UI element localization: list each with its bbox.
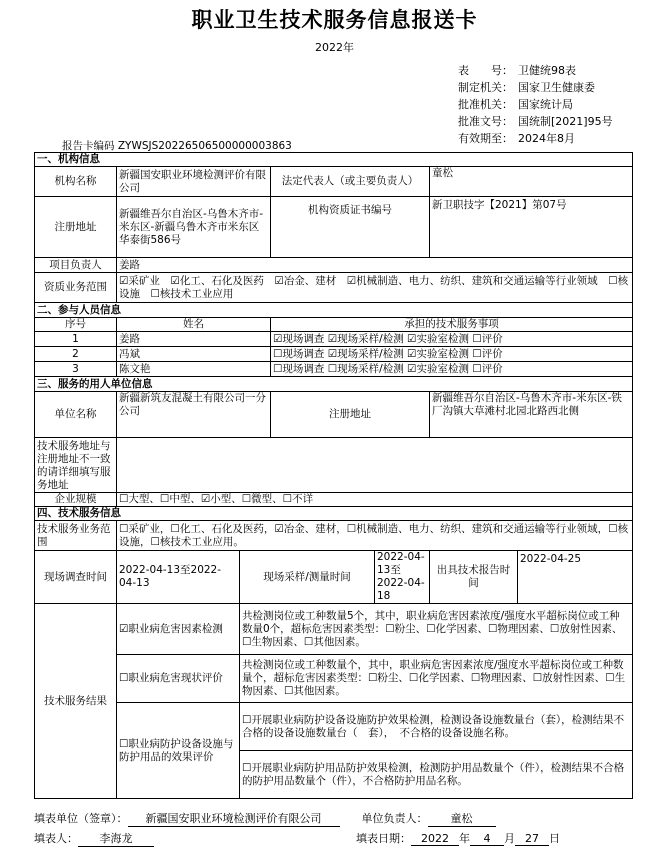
report-time-label: 出具技术报告时间 xyxy=(430,551,518,604)
client-name-value: 新疆新筑友混凝土有限公司一分公司 xyxy=(117,392,271,438)
fill-unit-label: 填表单位（签章）： xyxy=(34,812,128,825)
report-time-value: 2022-04-25 xyxy=(518,551,633,604)
project-leader-label: 项目负责人 xyxy=(35,258,117,273)
meta-value: 国统制[2021]95号 xyxy=(518,115,613,128)
result-status-evaluation-text: 共检测岗位或工种数量个，其中，职业病危害因素浓度/强度水平超标岗位或工种数量个，超标危害因素类型：☐粉尘、☐化学因素、☐物理因素、☐放射性因素、☐生物因素、☐其他因素。 xyxy=(240,655,633,703)
staff-name: 陈文艳 xyxy=(117,362,271,377)
staff-row xyxy=(35,332,633,347)
client-address-value: 新疆维吾尔自治区-乌鲁木齐市-米东区-铁厂沟镇大草滩村北园北路西北侧 xyxy=(430,392,633,438)
meta-key: 表 号： xyxy=(458,64,513,77)
org-address-label: 注册地址 xyxy=(35,197,117,258)
staff-no: 1 xyxy=(35,332,117,347)
meta-value: 国家统计局 xyxy=(518,98,573,111)
report-form-table xyxy=(34,152,633,799)
unit-head-value: 童松 xyxy=(428,810,496,827)
org-address-value: 新疆维吾尔自治区-乌鲁木齐市-米东区-新疆乌鲁木齐市米东区华泰街586号 xyxy=(117,197,271,258)
form-title: 职业卫生技术服务信息报送卡 xyxy=(191,8,478,32)
staff-no: 3 xyxy=(35,362,117,377)
project-leader-value: 姜路 xyxy=(117,258,633,273)
staff-row xyxy=(35,362,633,377)
service-address-value xyxy=(117,438,633,493)
meta-value: 2024年8月 xyxy=(518,132,575,145)
sampling-time-label: 现场采样/测量时间 xyxy=(240,551,375,604)
staff-name: 姜路 xyxy=(117,332,271,347)
qualification-scope-value: ☑采矿业 ☑化工、石化及医药 ☑冶金、建材 ☑机械制造、电力、纺织、建筑和交通运输等行业领域 ☐核设施 ☐核技术工业应用 xyxy=(117,273,633,303)
company-size-value: ☐大型、☐中型、☑小型、☐微型、☐不详 xyxy=(117,493,633,507)
result-protection-evaluation-label: ☐职业病防护设备设施与防护用品的效果评价 xyxy=(117,703,240,799)
meta-key: 制定机关： xyxy=(458,81,513,94)
section-org-title: 一、机构信息 xyxy=(35,153,633,167)
month-unit: 月 xyxy=(504,832,515,845)
company-size-label: 企业规模 xyxy=(35,493,117,507)
fill-date-label: 填表日期： xyxy=(356,832,411,845)
staff-col-task: 承担的技术服务事项 xyxy=(271,318,633,332)
footer-unit-row xyxy=(34,810,496,827)
meta-row xyxy=(458,62,613,79)
survey-time-label: 现场调查时间 xyxy=(35,551,117,604)
meta-key: 有效期至： xyxy=(458,132,513,145)
section-client-title: 三、服务的用人单位信息 xyxy=(35,377,633,392)
unit-head-label: 单位负责人： xyxy=(361,812,428,825)
staff-tasks: ☐现场调查 ☑现场采样/检测 ☑实验室检测 ☐评价 xyxy=(271,347,633,362)
staff-row xyxy=(35,347,633,362)
staff-tasks: ☑现场调查 ☑现场采样/检测 ☑实验室检测 ☐评价 xyxy=(271,332,633,347)
client-name-label: 单位名称 xyxy=(35,392,117,438)
form-year: 2022年 xyxy=(315,41,354,54)
fill-date-day: 27 xyxy=(515,832,549,846)
service-address-label: 技术服务地址与注册地址不一致的请详细填写服务地址 xyxy=(35,438,117,493)
filler-value: 李海龙 xyxy=(78,830,154,847)
meta-value: 卫健统98表 xyxy=(518,64,576,77)
meta-key: 批准机关： xyxy=(458,98,513,111)
org-legal-label: 法定代表人（或主要负责人） xyxy=(271,167,430,197)
org-legal-value: 童松 xyxy=(430,167,633,197)
org-name-value: 新疆国安职业环境检测评价有限公司 xyxy=(117,167,271,197)
report-code: 报告卡编码 ZYWSJS20226506500000003863 xyxy=(62,140,292,152)
org-name-label: 机构名称 xyxy=(35,167,117,197)
service-scope-value: ☐采矿业，☐化工、石化及医药，☑冶金、建材，☐机械制造、电力、纺织、建筑和交通运输等行业领域，☐核设施，☐核技术工业应用。 xyxy=(117,521,633,551)
staff-col-no: 序号 xyxy=(35,318,117,332)
result-equipment-detection-text: ☐开展职业病防护设备设施防护效果检测，检测设备设施数量台（套），检测结果不合格的设备设施数量台（ 套）， 不合格的设备设施名称。 xyxy=(240,703,633,751)
meta-row xyxy=(458,130,613,147)
fill-date-month: 4 xyxy=(470,832,504,846)
result-hazard-detection-label: ☑职业病危害因素检测 xyxy=(117,604,240,655)
org-cert-value: 新卫职技字【2021】第07号 xyxy=(430,197,633,258)
section-service-title: 四、技术服务信息 xyxy=(35,507,633,521)
section-staff-title: 二、参与人员信息 xyxy=(35,303,633,318)
survey-time-value: 2022-04-13至2022-04-13 xyxy=(117,551,240,604)
form-meta xyxy=(458,62,613,147)
result-ppe-detection-text: ☐开展职业病防护用品防护效果检测，检测防护用品数量个（件），检测结果不合格的防护用品数量个（件），不合格防护用品名称。 xyxy=(240,751,633,799)
staff-no: 2 xyxy=(35,347,117,362)
staff-col-name: 姓名 xyxy=(117,318,271,332)
meta-value: 国家卫生健康委 xyxy=(518,81,595,94)
meta-key: 批准文号： xyxy=(458,115,513,128)
result-hazard-detection-text: 共检测岗位或工种数量5个，其中，职业病危害因素浓度/强度水平超标岗位或工种数量0个，超标危害因素类型：☐粉尘、☐化学因素、☐物理因素、☐放射性因素、☐生物因素、☐其他因素。 xyxy=(240,604,633,655)
filler-label: 填表人： xyxy=(34,832,78,845)
meta-row xyxy=(458,113,613,130)
service-result-label: 技术服务结果 xyxy=(35,604,117,799)
staff-tasks: ☐现场调查 ☐现场采样/检测 ☑实验室检测 ☐评价 xyxy=(271,362,633,377)
fill-date-year: 2022 xyxy=(411,832,459,846)
qualification-scope-label: 资质业务范围 xyxy=(35,273,117,303)
fill-unit-value: 新疆国安职业环境检测评价有限公司 xyxy=(128,810,340,827)
meta-row xyxy=(458,96,613,113)
day-unit: 日 xyxy=(549,832,560,845)
staff-name: 冯斌 xyxy=(117,347,271,362)
client-address-label: 注册地址 xyxy=(271,392,430,438)
service-scope-label: 技术服务业务范围 xyxy=(35,521,117,551)
org-cert-label: 机构资质证书编号 xyxy=(271,197,430,258)
result-status-evaluation-label: ☐职业病危害现状评价 xyxy=(117,655,240,703)
footer-filler-row xyxy=(34,830,560,847)
year-unit: 年 xyxy=(459,832,470,845)
sampling-time-value: 2022-04-13至2022-04-18 xyxy=(375,551,430,604)
meta-row xyxy=(458,79,613,96)
